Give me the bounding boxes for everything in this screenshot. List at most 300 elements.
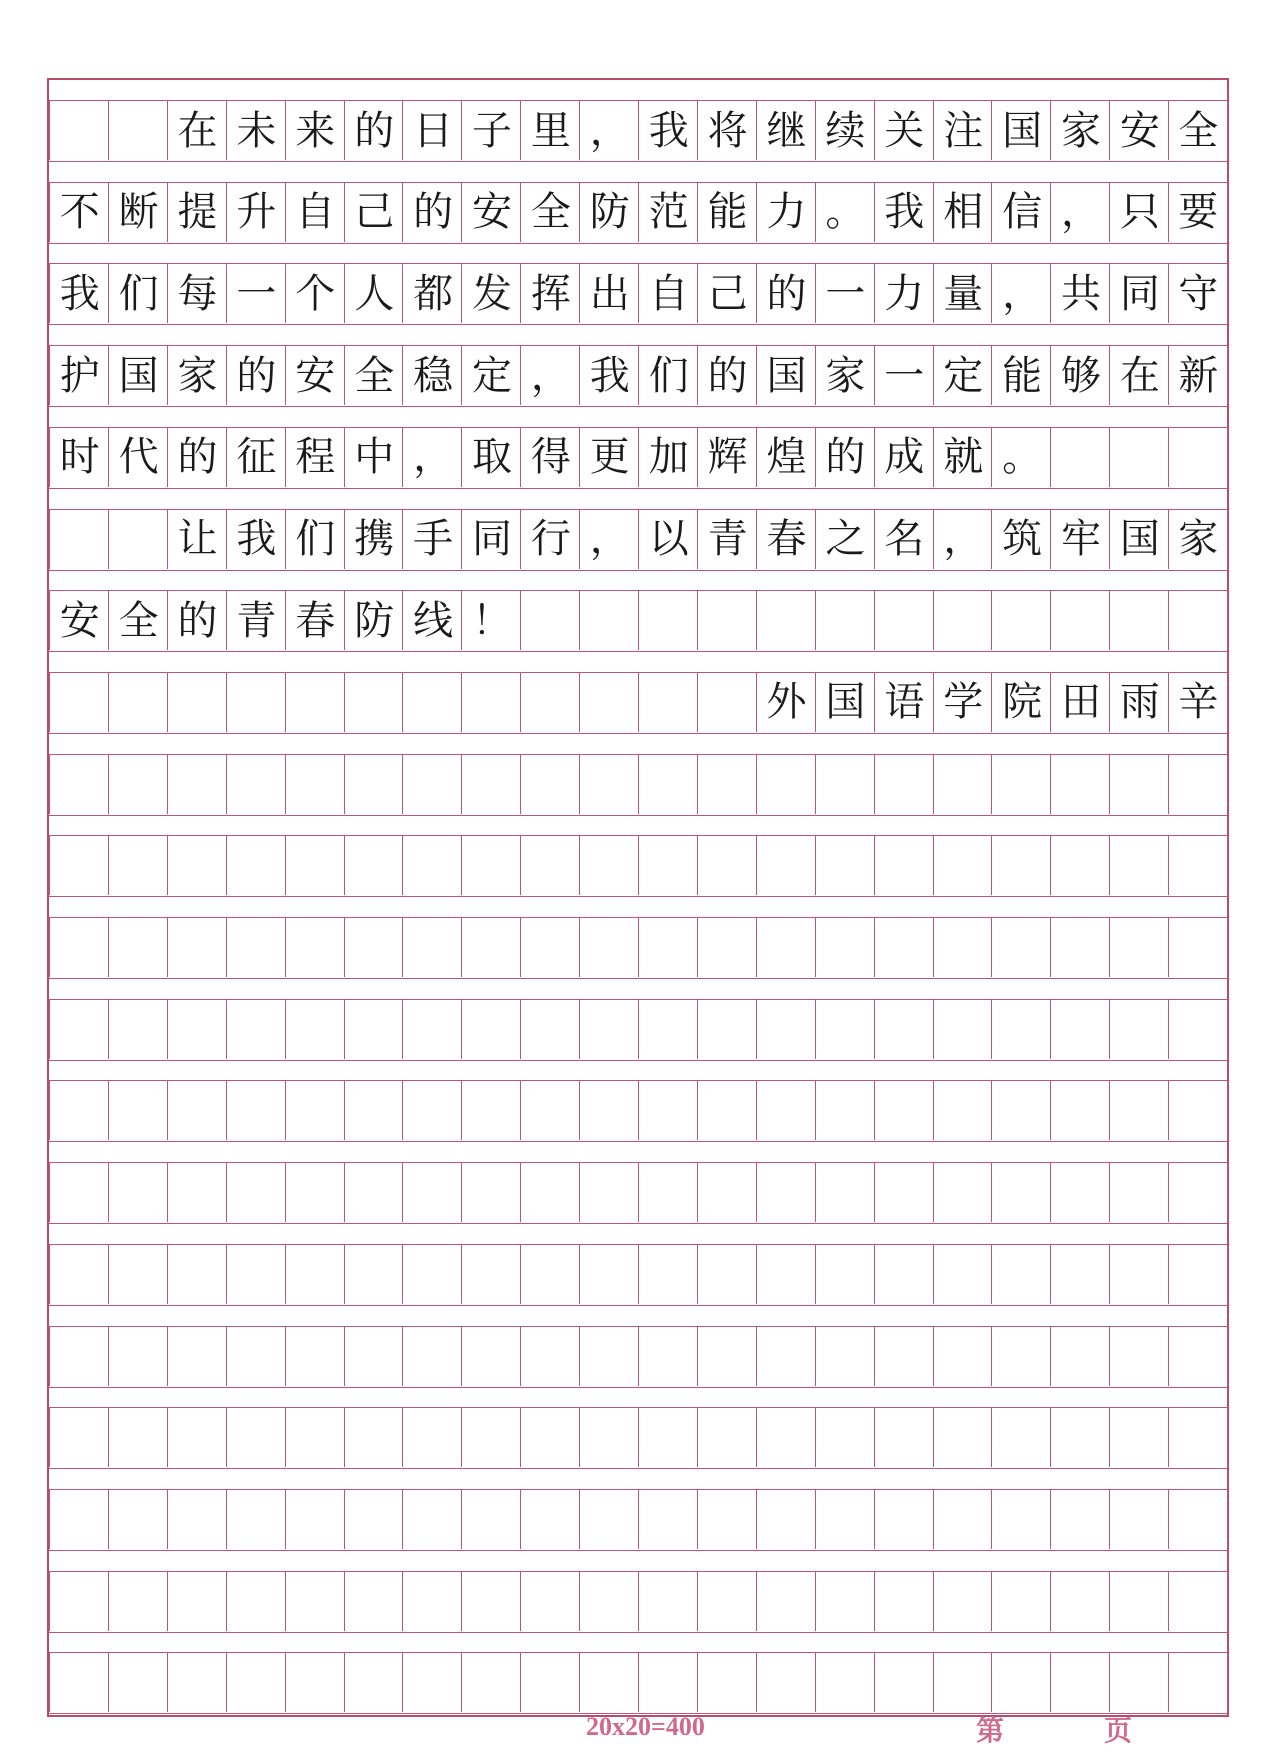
grid-cell — [344, 1572, 404, 1631]
grid-cell — [933, 836, 993, 895]
grid-row — [49, 345, 1227, 407]
grid-cell — [167, 1408, 227, 1467]
grid-row — [49, 917, 1227, 979]
grid-cell — [108, 1408, 168, 1467]
grid-cell: 征 — [226, 428, 286, 487]
grid-cell — [1109, 1000, 1169, 1059]
grid-cell — [697, 1490, 757, 1549]
grid-cell: 力 — [874, 264, 934, 323]
grid-cell — [756, 918, 816, 977]
grid-cell: 国 — [756, 346, 816, 405]
grid-cell — [108, 1490, 168, 1549]
grid-cell: 护 — [49, 346, 109, 405]
grid-cell: 的 — [402, 183, 462, 242]
grid-cell: 来 — [285, 101, 345, 160]
grid-cell: 全 — [1168, 101, 1228, 160]
grid-cell — [874, 1408, 934, 1467]
grid-cell: 己 — [344, 183, 404, 242]
grid-cell: 日 — [402, 101, 462, 160]
grid-cell — [1168, 1572, 1228, 1631]
grid-cell — [1109, 1653, 1169, 1712]
grid-cell: 不 — [49, 183, 109, 242]
grid-cell — [697, 836, 757, 895]
grid-cell: 加 — [638, 428, 698, 487]
grid-cell: 将 — [697, 101, 757, 160]
grid-cell: 以 — [638, 510, 698, 569]
grid-cell: 同 — [1109, 264, 1169, 323]
grid-cell — [167, 1490, 227, 1549]
grid-cell — [461, 673, 521, 732]
grid-cell — [991, 1408, 1051, 1467]
grid-cell — [697, 755, 757, 814]
grid-cell: 发 — [461, 264, 521, 323]
grid-cell — [579, 1408, 639, 1467]
grid-cell — [402, 1081, 462, 1140]
grid-cell — [579, 673, 639, 732]
grid-cell: 相 — [933, 183, 993, 242]
grid-cell: 筑 — [991, 510, 1051, 569]
grid-cell — [108, 918, 168, 977]
grid-cell — [344, 1081, 404, 1140]
grid-cell — [638, 1408, 698, 1467]
grid-cell — [108, 1572, 168, 1631]
grid-cell: ， — [520, 346, 580, 405]
grid-cell — [1109, 1081, 1169, 1140]
grid-cell: 家 — [815, 346, 875, 405]
grid-cell: 们 — [108, 264, 168, 323]
grid-cell — [461, 1653, 521, 1712]
grid-cell: 院 — [991, 673, 1051, 732]
grid-cell: 的 — [226, 346, 286, 405]
grid-cell — [991, 1653, 1051, 1712]
grid-cell — [579, 918, 639, 977]
grid-row — [49, 263, 1227, 325]
grid-cell — [520, 755, 580, 814]
grid-cell: 时 — [49, 428, 109, 487]
grid-cell — [1168, 591, 1228, 650]
grid-cell — [1168, 1245, 1228, 1304]
grid-cell — [226, 1490, 286, 1549]
grid-cell — [1050, 1245, 1110, 1304]
grid-cell — [933, 1490, 993, 1549]
grid-cell: 田 — [1050, 673, 1110, 732]
grid-cell — [49, 1163, 109, 1222]
grid-cell — [520, 836, 580, 895]
grid-cell — [49, 1572, 109, 1631]
grid-cell: 安 — [285, 346, 345, 405]
grid-cell: 安 — [1109, 101, 1169, 160]
grid-cell — [520, 1327, 580, 1386]
grid-cell: 我 — [874, 183, 934, 242]
grid-cell — [815, 1572, 875, 1631]
grid-cell — [1168, 1163, 1228, 1222]
grid-cell — [579, 1653, 639, 1712]
grid-cell: ， — [579, 101, 639, 160]
grid-cell — [1168, 1490, 1228, 1549]
grid-cell: 外 — [756, 673, 816, 732]
grid-cell — [108, 755, 168, 814]
grid-cell — [1168, 1081, 1228, 1140]
grid-cell — [638, 1163, 698, 1222]
grid-cell — [756, 1490, 816, 1549]
grid-cell: 同 — [461, 510, 521, 569]
grid-cell — [815, 1163, 875, 1222]
grid-cell — [756, 1327, 816, 1386]
grid-cell — [402, 673, 462, 732]
grid-cell: 新 — [1168, 346, 1228, 405]
grid-cell: 程 — [285, 428, 345, 487]
grid-cell: 得 — [520, 428, 580, 487]
grid-cell — [874, 1490, 934, 1549]
grid-cell — [49, 101, 109, 160]
grid-cell — [579, 1327, 639, 1386]
grid-cell — [815, 1000, 875, 1059]
grid-cell — [285, 1000, 345, 1059]
grid-cell — [638, 1490, 698, 1549]
grid-cell — [344, 755, 404, 814]
grid-cell — [461, 1245, 521, 1304]
grid-cell — [285, 1327, 345, 1386]
grid-cell: 我 — [226, 510, 286, 569]
grid-cell — [874, 918, 934, 977]
grid-cell — [167, 1653, 227, 1712]
grid-cell: 信 — [991, 183, 1051, 242]
grid-cell — [226, 755, 286, 814]
manuscript-grid — [47, 78, 1229, 1717]
grid-cell — [815, 1081, 875, 1140]
grid-cell — [1109, 1490, 1169, 1549]
grid-cell: 个 — [285, 264, 345, 323]
grid-cell — [108, 1081, 168, 1140]
grid-cell — [815, 591, 875, 650]
grid-cell — [344, 673, 404, 732]
grid-cell — [108, 1653, 168, 1712]
grid-cell: ！ — [461, 591, 521, 650]
grid-cell — [815, 1245, 875, 1304]
grid-cell: 全 — [520, 183, 580, 242]
grid-cell — [1168, 836, 1228, 895]
grid-cell — [461, 1572, 521, 1631]
grid-cell: 们 — [638, 346, 698, 405]
grid-cell: 携 — [344, 510, 404, 569]
grid-cell — [226, 1245, 286, 1304]
grid-cell — [874, 591, 934, 650]
grid-cell — [226, 1653, 286, 1712]
grid-cell — [933, 1653, 993, 1712]
grid-cell — [285, 1081, 345, 1140]
grid-cell — [1109, 1327, 1169, 1386]
grid-cell — [402, 1327, 462, 1386]
grid-cell — [991, 591, 1051, 650]
grid-cell — [226, 836, 286, 895]
grid-cell — [638, 1000, 698, 1059]
grid-cell — [461, 1081, 521, 1140]
page-prefix-label: 第 — [976, 1714, 1005, 1747]
grid-cell — [520, 918, 580, 977]
grid-cell: 我 — [579, 346, 639, 405]
grid-cell — [461, 918, 521, 977]
grid-cell — [1050, 755, 1110, 814]
grid-cell: ， — [991, 264, 1051, 323]
grid-row — [49, 100, 1227, 162]
grid-cell — [756, 836, 816, 895]
grid-cell — [344, 1327, 404, 1386]
grid-cell — [1109, 591, 1169, 650]
grid-cell: ， — [402, 428, 462, 487]
grid-cell: ， — [1050, 183, 1110, 242]
grid-cell — [520, 1163, 580, 1222]
grid-cell — [402, 755, 462, 814]
grid-cell — [520, 1490, 580, 1549]
grid-cell: 能 — [991, 346, 1051, 405]
grid-cell — [108, 1327, 168, 1386]
grid-cell — [402, 1490, 462, 1549]
grid-cell — [874, 1081, 934, 1140]
grid-cell — [933, 1245, 993, 1304]
grid-cell — [49, 1245, 109, 1304]
grid-cell — [697, 591, 757, 650]
grid-cell — [874, 1653, 934, 1712]
grid-cell — [285, 918, 345, 977]
grid-cell — [1050, 918, 1110, 977]
grid-cell: ， — [933, 510, 993, 569]
grid-cell: 行 — [520, 510, 580, 569]
grid-cell — [285, 1408, 345, 1467]
grid-cell — [874, 1163, 934, 1222]
grid-cell — [344, 1408, 404, 1467]
grid-cell — [226, 1327, 286, 1386]
grid-row — [49, 1326, 1227, 1388]
grid-cell — [579, 1572, 639, 1631]
grid-cell — [697, 1408, 757, 1467]
page-suffix-label: 页 — [1104, 1714, 1133, 1747]
grid-cell — [1168, 755, 1228, 814]
grid-cell — [874, 836, 934, 895]
grid-row — [49, 1080, 1227, 1142]
grid-cell: 安 — [49, 591, 109, 650]
grid-cell — [461, 1327, 521, 1386]
grid-cell — [697, 1327, 757, 1386]
grid-cell: 子 — [461, 101, 521, 160]
grid-row — [49, 590, 1227, 652]
grid-cell — [991, 1245, 1051, 1304]
grid-cell: 就 — [933, 428, 993, 487]
grid-cell — [638, 1081, 698, 1140]
grid-cell — [1168, 428, 1228, 487]
grid-cell — [756, 755, 816, 814]
grid-row — [49, 999, 1227, 1061]
grid-cell — [520, 1000, 580, 1059]
grid-cell: 让 — [167, 510, 227, 569]
grid-cell — [520, 673, 580, 732]
grid-cell — [49, 1081, 109, 1140]
grid-cell — [285, 755, 345, 814]
grid-cell — [108, 836, 168, 895]
grid-cell — [167, 1245, 227, 1304]
grid-cell: 我 — [638, 101, 698, 160]
grid-cell — [285, 673, 345, 732]
grid-cell: 提 — [167, 183, 227, 242]
grid-cell — [285, 1653, 345, 1712]
grid-cell — [1109, 836, 1169, 895]
grid-cell — [344, 1245, 404, 1304]
grid-cell — [579, 1081, 639, 1140]
grid-cell — [579, 755, 639, 814]
grid-cell — [1109, 755, 1169, 814]
grid-cell — [991, 1327, 1051, 1386]
grid-cell — [1050, 591, 1110, 650]
grid-cell — [991, 1000, 1051, 1059]
grid-cell — [933, 1081, 993, 1140]
grid-cell: 青 — [697, 510, 757, 569]
grid-cell — [1050, 1572, 1110, 1631]
grid-cell — [49, 1490, 109, 1549]
grid-cell — [697, 1163, 757, 1222]
grid-row — [49, 1652, 1227, 1714]
grid-cell — [756, 1163, 816, 1222]
grid-cell: 的 — [167, 428, 227, 487]
grid-cell — [226, 1000, 286, 1059]
grid-cell — [108, 1163, 168, 1222]
grid-cell — [579, 1490, 639, 1549]
grid-cell — [520, 1572, 580, 1631]
grid-cell: 语 — [874, 673, 934, 732]
grid-cell: 取 — [461, 428, 521, 487]
grid-cell — [579, 1245, 639, 1304]
grid-cell — [756, 1245, 816, 1304]
grid-cell — [108, 101, 168, 160]
grid-cell — [579, 1000, 639, 1059]
grid-cell: 出 — [579, 264, 639, 323]
grid-cell — [756, 591, 816, 650]
grid-cell: 的 — [167, 591, 227, 650]
grid-cell — [461, 1000, 521, 1059]
grid-cell — [49, 1408, 109, 1467]
grid-cell — [933, 755, 993, 814]
grid-capacity-label: 20x20=400 — [586, 1712, 705, 1741]
grid-cell — [815, 1653, 875, 1712]
grid-cell — [1109, 1245, 1169, 1304]
grid-cell: 续 — [815, 101, 875, 160]
grid-cell — [226, 1572, 286, 1631]
grid-cell — [638, 755, 698, 814]
grid-cell: 雨 — [1109, 673, 1169, 732]
grid-cell — [285, 1163, 345, 1222]
grid-cell: 。 — [815, 183, 875, 242]
grid-cell — [1168, 1000, 1228, 1059]
grid-cell — [49, 755, 109, 814]
grid-cell — [1168, 918, 1228, 977]
grid-cell — [1109, 918, 1169, 977]
grid-cell — [520, 1081, 580, 1140]
grid-cell: 牢 — [1050, 510, 1110, 569]
grid-cell — [49, 918, 109, 977]
grid-cell — [991, 1081, 1051, 1140]
grid-cell — [991, 836, 1051, 895]
grid-cell: 在 — [1109, 346, 1169, 405]
grid-cell: 成 — [874, 428, 934, 487]
grid-cell: 我 — [49, 264, 109, 323]
grid-cell: 全 — [344, 346, 404, 405]
grid-cell — [402, 1163, 462, 1222]
grid-cell — [402, 1408, 462, 1467]
grid-cell: 中 — [344, 428, 404, 487]
grid-cell — [108, 673, 168, 732]
grid-cell — [1050, 1000, 1110, 1059]
grid-cell — [1050, 836, 1110, 895]
grid-cell: 防 — [579, 183, 639, 242]
grid-cell: 更 — [579, 428, 639, 487]
grid-cell — [1050, 1408, 1110, 1467]
grid-cell — [226, 918, 286, 977]
grid-cell: 在 — [167, 101, 227, 160]
grid-row — [49, 427, 1227, 489]
grid-cell: 春 — [756, 510, 816, 569]
grid-row — [49, 1407, 1227, 1469]
grid-row — [49, 182, 1227, 244]
grid-cell: 里 — [520, 101, 580, 160]
grid-cell — [108, 510, 168, 569]
grid-cell — [638, 1245, 698, 1304]
grid-cell: 防 — [344, 591, 404, 650]
grid-cell — [1109, 1408, 1169, 1467]
grid-cell: 辉 — [697, 428, 757, 487]
grid-cell: 范 — [638, 183, 698, 242]
grid-cell: 家 — [1168, 510, 1228, 569]
grid-cell — [1050, 1653, 1110, 1712]
grid-cell — [933, 1163, 993, 1222]
grid-cell: 一 — [226, 264, 286, 323]
grid-cell: 一 — [815, 264, 875, 323]
grid-cell: 学 — [933, 673, 993, 732]
grid-cell — [344, 918, 404, 977]
grid-cell — [520, 1408, 580, 1467]
grid-cell — [1168, 1408, 1228, 1467]
grid-cell — [933, 1408, 993, 1467]
grid-cell — [167, 1000, 227, 1059]
grid-cell — [49, 1653, 109, 1712]
grid-cell — [991, 1572, 1051, 1631]
grid-cell: ， — [579, 510, 639, 569]
grid-cell — [344, 1163, 404, 1222]
grid-cell — [461, 755, 521, 814]
grid-cell — [226, 1081, 286, 1140]
grid-cell: 升 — [226, 183, 286, 242]
grid-cell — [638, 591, 698, 650]
grid-cell — [285, 836, 345, 895]
grid-cell — [167, 918, 227, 977]
grid-cell: 自 — [285, 183, 345, 242]
grid-cell — [638, 918, 698, 977]
grid-cell — [756, 1408, 816, 1467]
grid-cell: 每 — [167, 264, 227, 323]
grid-cell — [1050, 1163, 1110, 1222]
grid-cell — [638, 836, 698, 895]
grid-row — [49, 1571, 1227, 1633]
grid-cell — [461, 1490, 521, 1549]
grid-cell — [815, 918, 875, 977]
grid-cell — [1109, 1572, 1169, 1631]
grid-cell — [167, 1081, 227, 1140]
grid-cell: 辛 — [1168, 673, 1228, 732]
grid-cell — [226, 1408, 286, 1467]
grid-cell — [167, 1163, 227, 1222]
grid-cell: 手 — [402, 510, 462, 569]
grid-cell — [402, 836, 462, 895]
grid-cell — [226, 1163, 286, 1222]
grid-cell — [815, 1408, 875, 1467]
grid-cell — [933, 1327, 993, 1386]
